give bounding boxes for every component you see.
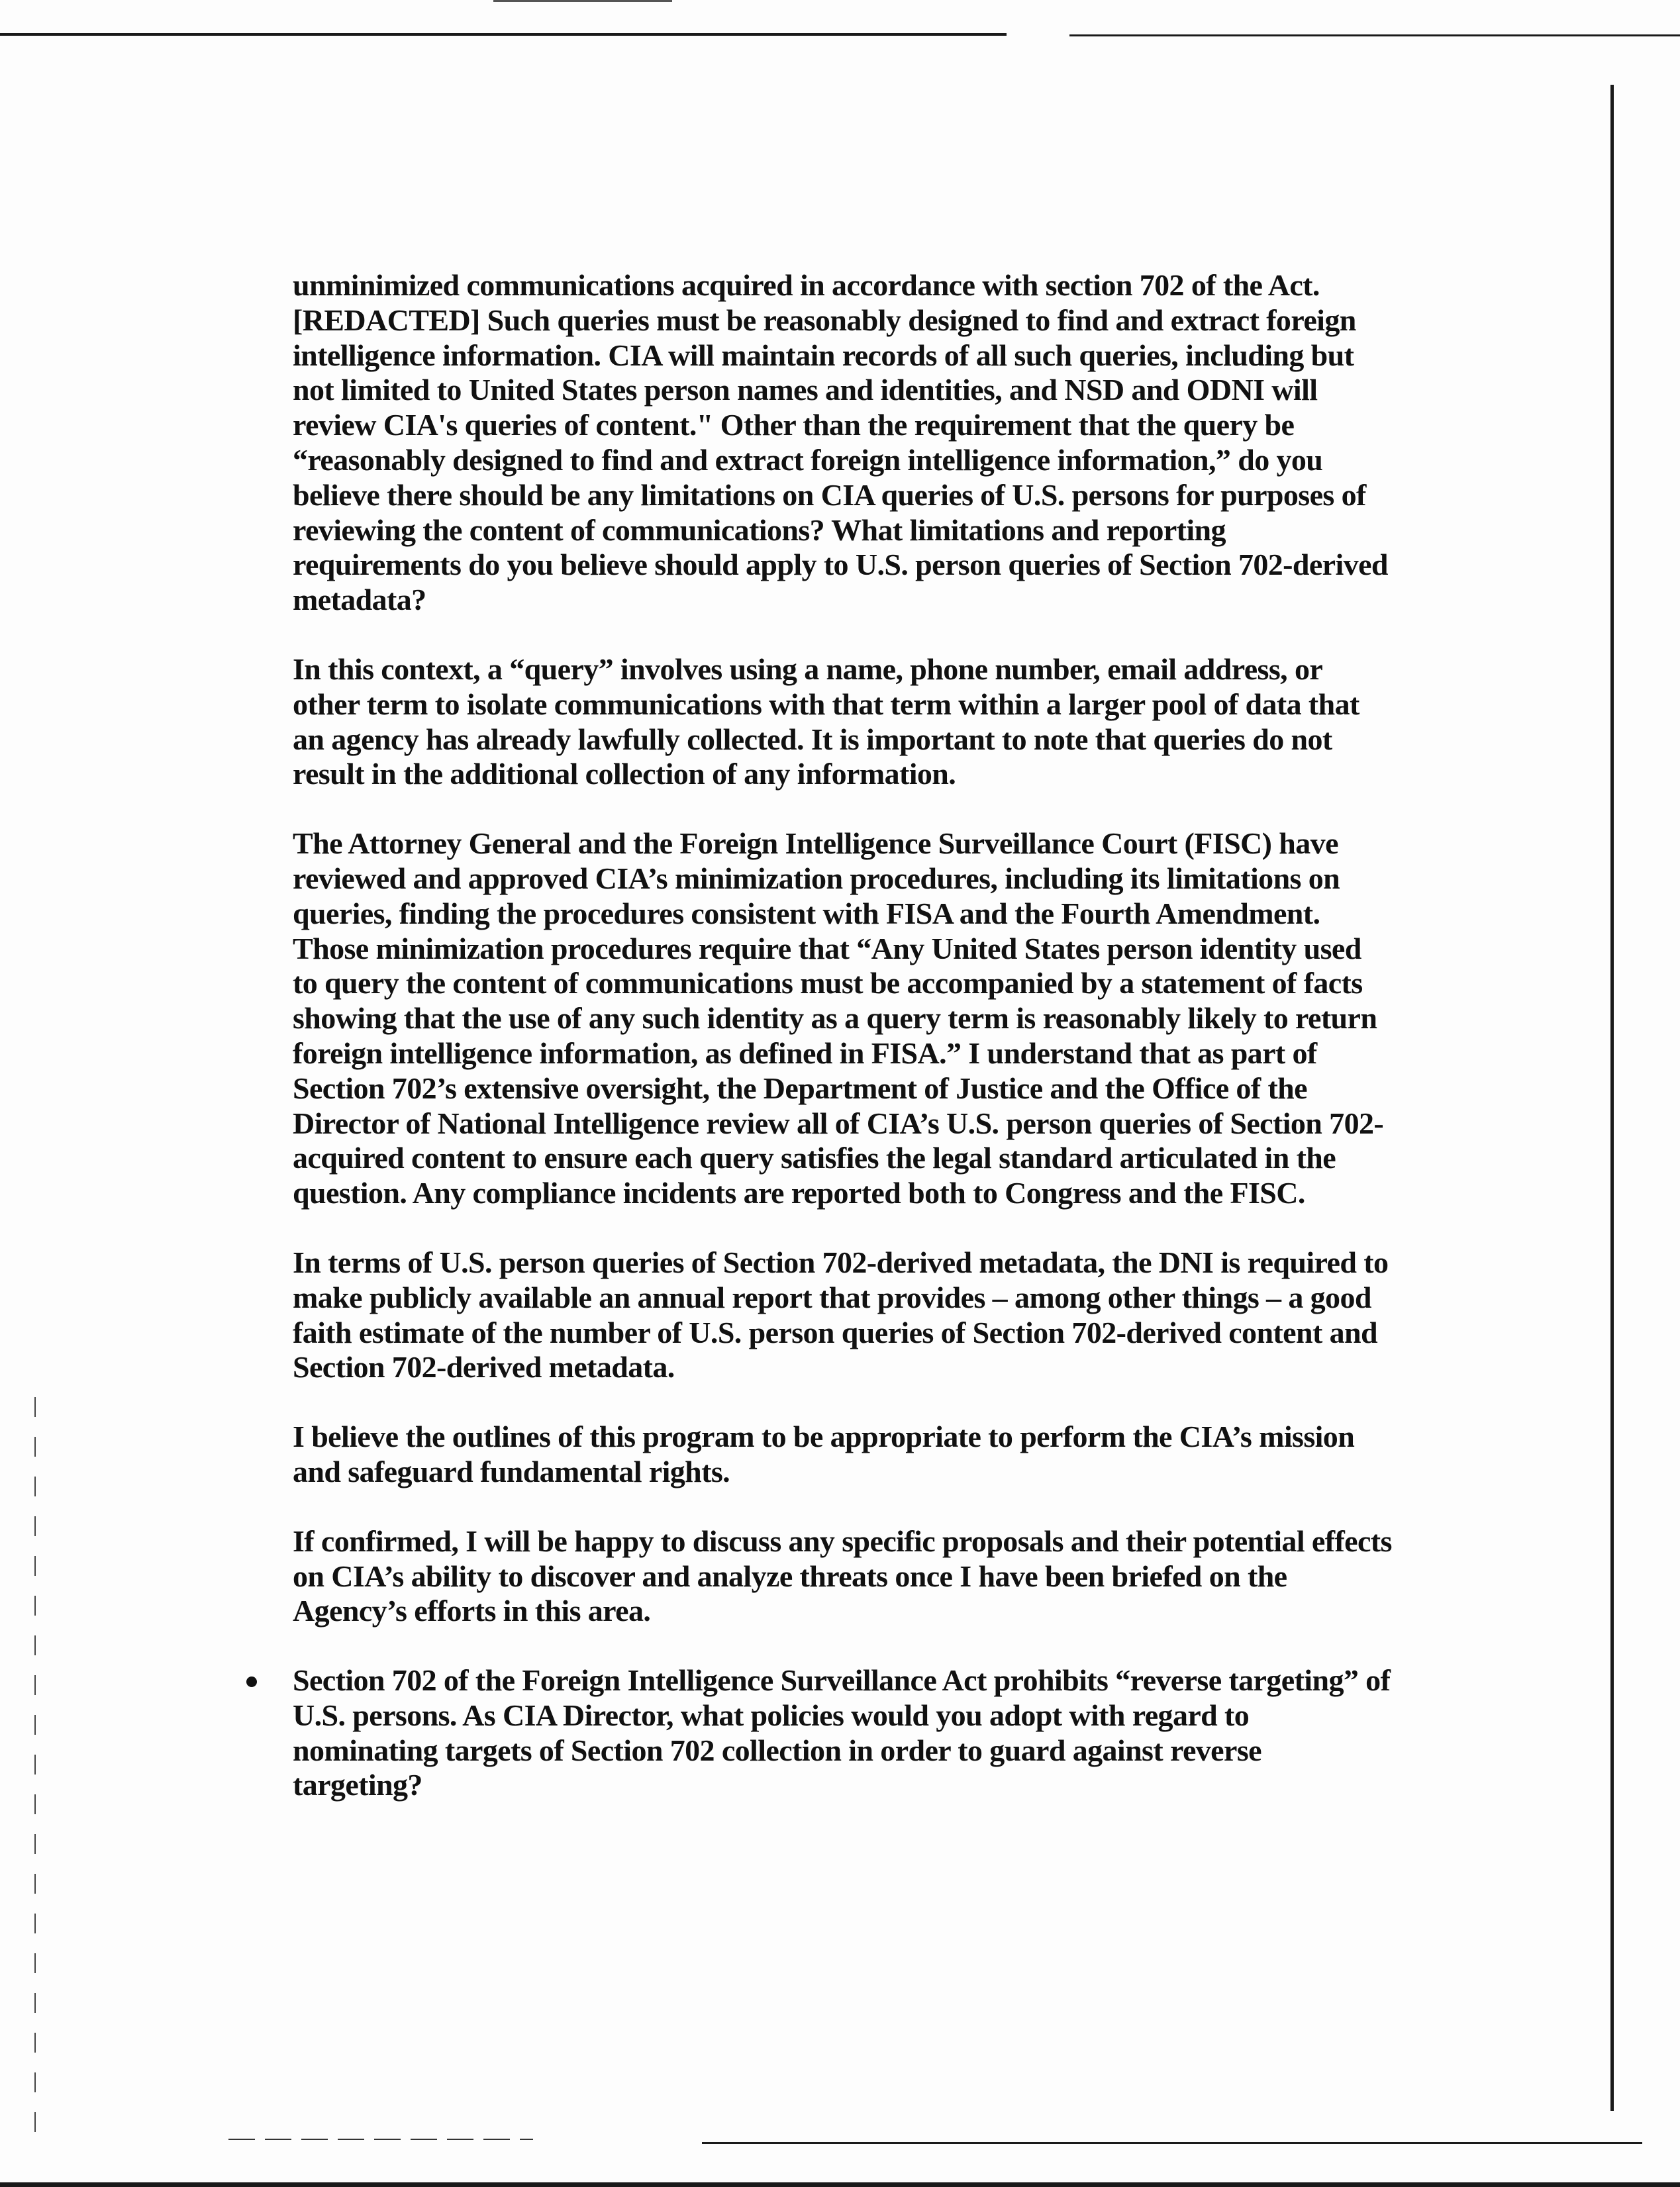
bottom-rule (702, 2142, 1642, 2144)
scan-edge-line (493, 0, 672, 2)
bottom-rule-dashed (228, 2139, 533, 2140)
right-margin-line (1610, 85, 1614, 2111)
paragraph-query-definition: In this context, a “query” involves using a name, phone number, email address, or other term to isolate communications with that term within a larger pool of data that an agency has already lawfully collected. It is important to note that queries do not result in the additional collection of any information. (293, 652, 1359, 791)
top-rule-left (0, 33, 1007, 36)
paragraph-if-confirmed: If confirmed, I will be happy to discuss any specific proposals and their potential effects on CIA’s ability to discover and analyze threats once I have been briefed on the Agency’s efforts in this area. (293, 1524, 1392, 1628)
bullet-question (293, 1663, 1392, 1803)
document-body (293, 268, 1392, 1803)
top-rule-right (1069, 34, 1680, 36)
paragraph-program-appropriate: I believe the outlines of this program to be appropriate to perform the CIA’s mission and safeguard fundamental rights. (293, 1420, 1355, 1488)
paragraph-question-continuation: unminimized communications acquired in accordance with section 702 of the Act. [REDACTED] Such queries must be reasonably designed to find and extract foreign intelligence information. CIA will maintain records of all such queries, including but not limited to United States person names and identities, and NSD and ODNI will review CIA's queries of content." Other than the requirement that the query be “reasonably designed to find and extract foreign intelligence information,” do you believe there should be any limitations on CIA queries of U.S. persons for purposes of reviewing the content of communications? What limitations and reporting requirements do you believe should apply to U.S. person queries of Section 702-derived metadata? (293, 268, 1388, 617)
paragraph-metadata-reporting: In terms of U.S. person queries of Section 702-derived metadata, the DNI is required to make publicly available an annual report that provides – among other things – a good faith estimate of the number of U.S. person queries of Section 702-derived content and Section 702-derived metadata. (293, 1245, 1389, 1385)
left-margin-dashes (34, 1397, 36, 2139)
scan-bottom-edge (0, 2182, 1680, 2187)
bullet-question-text: Section 702 of the Foreign Intelligence Surveillance Act prohibits “reverse targeting” of U.S. persons. As CIA Director, what policies would you adopt with regard to nominating targets of Section 702 collection in order to guard against reverse targeting? (293, 1663, 1391, 1802)
bullet-icon (246, 1677, 257, 1687)
paragraph-minimization-procedures: The Attorney General and the Foreign Intelligence Surveillance Court (FISC) have reviewed and approved CIA’s minimization procedures, including its limitations on queries, finding the procedures consistent with FISA and the Fourth Amendment. Those minimization procedures require that “Any United States person identity used to query the content of communications must be accompanied by a statement of facts showing that the use of any such identity as a query term is reasonably likely to return foreign intelligence information, as defined in FISA.” I understand that as part of Section 702’s extensive oversight, the Department of Justice and the Office of the Director of National Intelligence review all of CIA’s U.S. person queries of Section 702-acquired content to ensure each query satisfies the legal standard articulated in the question. Any compliance incidents are reported both to Congress and the FISC. (293, 826, 1384, 1210)
